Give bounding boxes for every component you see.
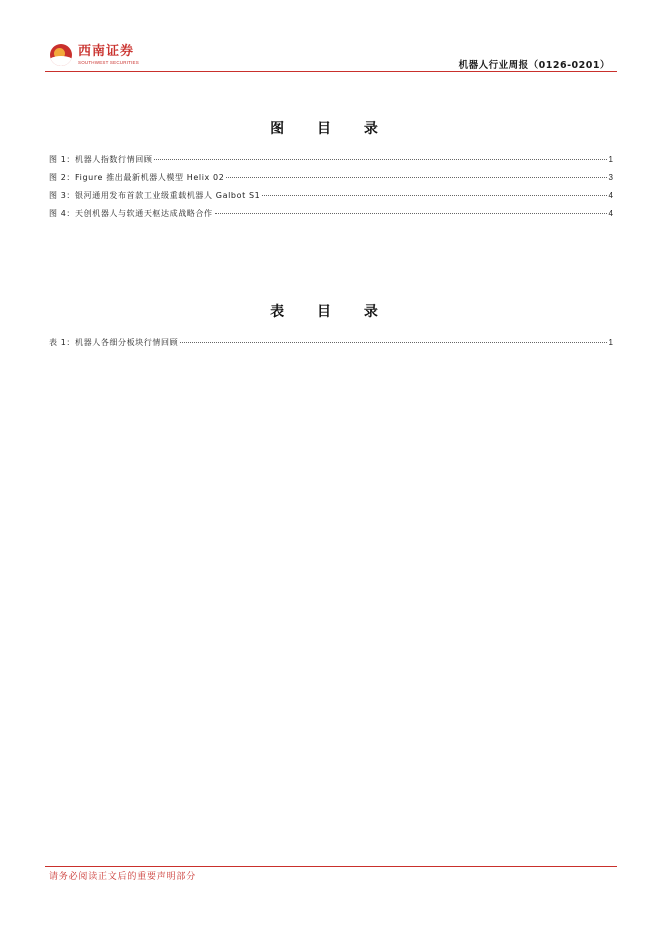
toc-leader-dots xyxy=(180,342,606,343)
toc-leader-dots xyxy=(215,213,607,214)
toc-entry-figure-3[interactable] xyxy=(49,190,613,208)
brand-logo xyxy=(50,40,139,70)
logo-wordmark xyxy=(78,45,139,66)
toc-entry-figure-2[interactable] xyxy=(49,172,613,190)
toc-entry-page: 4 xyxy=(608,191,613,200)
figures-toc-heading: 图 目 录 xyxy=(270,121,392,137)
toc-entry-page: 3 xyxy=(608,173,613,182)
footer-disclaimer: 请务必阅读正文后的重要声明部分 xyxy=(49,872,197,882)
toc-entry-page: 1 xyxy=(608,155,613,164)
toc-entry-label: 图 3：银河通用发布首款工业级重载机器人 Galbot S1 xyxy=(49,191,261,200)
header-divider xyxy=(45,71,617,72)
toc-entry-page: 4 xyxy=(608,209,613,218)
logo-chinese-name: 西南证券 xyxy=(78,43,135,59)
footer-divider xyxy=(45,866,617,867)
toc-leader-dots xyxy=(154,159,606,160)
logo-english-name: SOUTHWEST SECURITIES xyxy=(78,59,139,65)
figures-toc-list xyxy=(49,154,613,226)
toc-entry-table-1[interactable] xyxy=(49,337,613,355)
tables-toc-heading: 表 目 录 xyxy=(270,304,392,320)
toc-entry-figure-1[interactable] xyxy=(49,154,613,172)
toc-leader-dots xyxy=(226,177,606,178)
tables-toc-list xyxy=(49,337,613,355)
toc-entry-label: 图 1：机器人指数行情回顾 xyxy=(49,155,153,164)
toc-entry-label: 图 2：Figure 推出最新机器人模型 Helix 02 xyxy=(49,173,225,182)
toc-leader-dots xyxy=(262,195,606,196)
toc-entry-figure-4[interactable] xyxy=(49,208,613,226)
toc-entry-page: 1 xyxy=(608,338,613,347)
toc-entry-label: 图 4：天创机器人与软通天枢达成战略合作 xyxy=(49,209,213,218)
report-title: 机器人行业周报（0126-0201） xyxy=(458,60,610,71)
logo-emblem-icon xyxy=(50,44,72,66)
toc-entry-label: 表 1：机器人各细分板块行情回顾 xyxy=(49,338,179,347)
